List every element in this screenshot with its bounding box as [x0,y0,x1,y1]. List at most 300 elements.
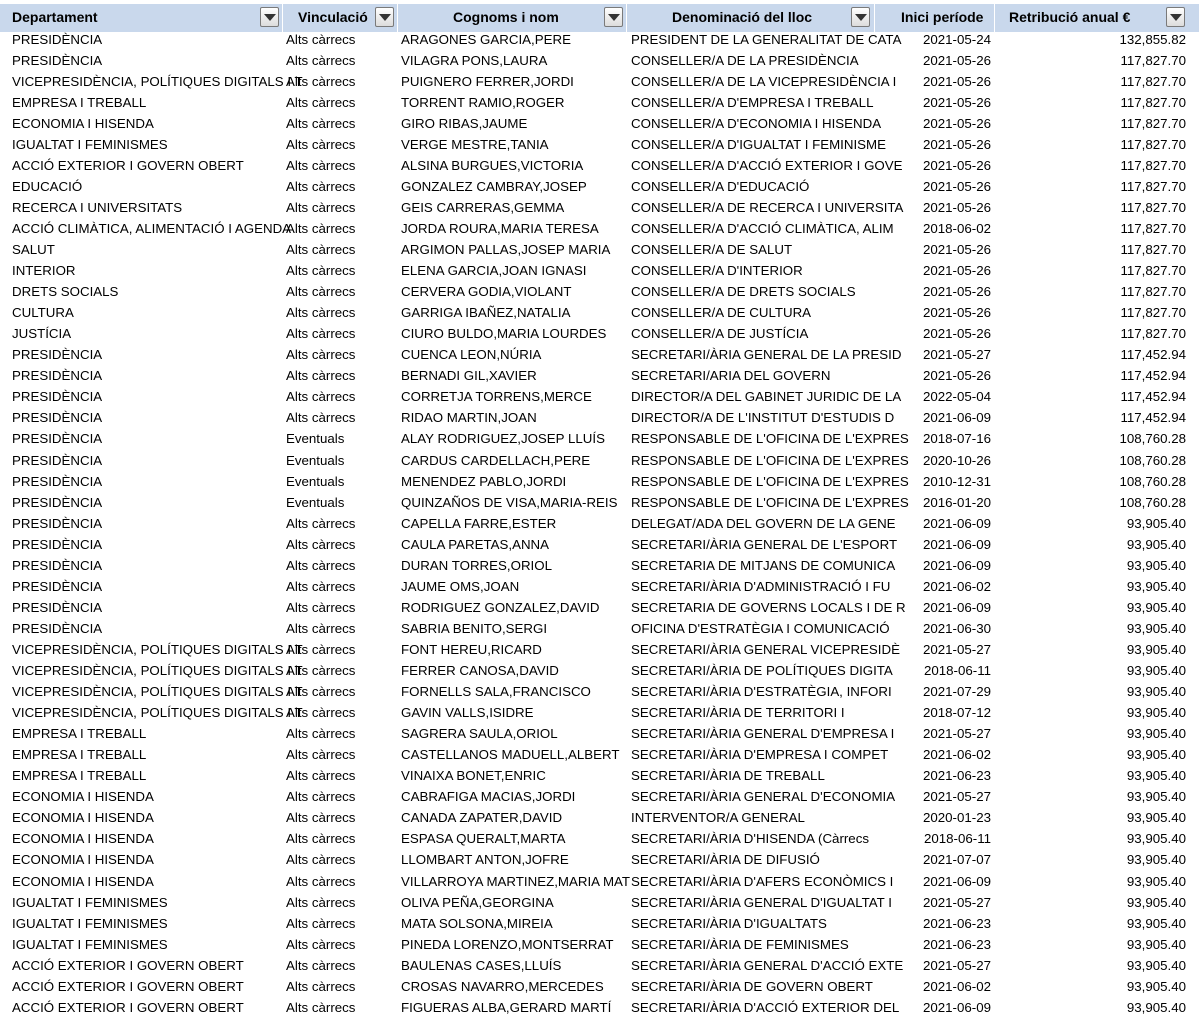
table-row[interactable] [0,913,1200,934]
cognoms-nom-cell[interactable]: FIGUERAS ALBA,GERARD MARTÍ [401,999,612,1015]
cognoms-nom-cell[interactable]: VERGE MESTRE,TANIA [401,136,549,152]
denominacio-cell[interactable]: SECRETARI/ÀRIA D'HISENDA (Càrrecs [631,831,869,847]
departament-cell[interactable]: INTERIOR [12,263,76,279]
denominacio-cell[interactable]: SECRETARI/ÀRIA D'IGUALTATS [631,915,827,931]
inici-periode-cell[interactable]: 2022-05-04 [922,389,991,405]
vinculacio-cell[interactable]: Alts càrrecs [286,220,356,236]
denominacio-cell[interactable]: CONSELLER/A D'EDUCACIÓ [631,178,810,194]
table-row[interactable] [0,534,1200,555]
inici-periode-cell[interactable]: 2021-05-27 [922,957,991,973]
departament-cell[interactable]: PRESIDÈNCIA [12,431,103,447]
vinculacio-cell[interactable]: Alts càrrecs [286,242,356,257]
cognoms-nom-cell[interactable]: FORNELLS SALA,FRANCISCO [401,684,591,700]
table-row[interactable] [0,871,1200,892]
retribucio-cell[interactable]: 93,905.40 [1126,957,1186,973]
vinculacio-cell[interactable]: Alts càrrecs [286,978,356,994]
denominacio-cell[interactable]: CONSELLER/A DE RECERCA I UNIVERSITA [631,199,904,215]
retribucio-cell[interactable]: 117,827.70 [1120,52,1186,68]
inici-periode-cell[interactable]: 2021-05-26 [922,368,991,384]
table-row[interactable] [0,239,1200,260]
departament-cell[interactable]: ACCIÓ EXTERIOR I GOVERN OBERT [12,978,244,994]
retribucio-cell[interactable]: 108,760.28 [1119,431,1186,447]
table-row[interactable] [0,197,1200,218]
vinculacio-cell[interactable]: Alts càrrecs [286,957,356,973]
retribucio-cell[interactable]: 132,855.82 [1119,31,1186,47]
denominacio-cell[interactable]: RESPONSABLE DE L'OFICINA DE L'EXPRES [631,473,909,489]
vinculacio-cell[interactable]: Alts càrrecs [286,641,356,657]
table-row[interactable] [0,702,1200,723]
inici-periode-cell[interactable]: 2018-07-12 [922,705,991,721]
departament-cell[interactable]: PRESIDÈNCIA [12,410,103,426]
cognoms-nom-cell[interactable]: PUIGNERO FERRER,JORDI [401,73,574,89]
inici-periode-cell[interactable]: 2021-05-26 [922,157,991,173]
denominacio-cell[interactable]: CONSELLER/A DE LA PRESIDÈNCIA [631,52,859,68]
departament-cell[interactable]: PRESIDÈNCIA [12,368,103,384]
retribucio-cell[interactable]: 93,905.40 [1126,641,1186,657]
denominacio-cell[interactable]: SECRETARI/ÀRIA D'AFERS ECONÒMICS I [631,873,894,889]
denominacio-cell[interactable]: SECRETARI/ÀRIA DE GOVERN OBERT [631,978,873,994]
table-row[interactable] [0,281,1200,302]
retribucio-cell[interactable]: 117,827.70 [1120,157,1186,173]
vinculacio-cell[interactable]: Alts càrrecs [286,894,356,910]
denominacio-cell[interactable]: CONSELLER/A D'ECONOMIA I HISENDA [631,115,882,131]
retribucio-cell[interactable]: 93,905.40 [1126,747,1186,763]
table-row[interactable] [0,681,1200,702]
retribucio-cell[interactable]: 93,905.40 [1126,515,1186,531]
denominacio-cell[interactable]: DELEGAT/ADA DEL GOVERN DE LA GENE [631,515,896,531]
retribucio-cell[interactable]: 117,452.94 [1120,410,1186,426]
vinculacio-cell[interactable]: Alts càrrecs [286,810,356,826]
cognoms-nom-cell[interactable]: CASTELLANOS MADUELL,ALBERT [401,747,620,763]
table-row[interactable] [0,618,1200,639]
departament-cell[interactable]: EMPRESA I TREBALL [12,94,147,110]
vinculacio-cell[interactable]: Alts càrrecs [286,536,356,552]
cognoms-nom-cell[interactable]: CUENCA LEON,NÚRIA [401,347,542,363]
inici-periode-cell[interactable]: 2021-05-26 [922,136,991,152]
retribucio-cell[interactable]: 117,827.70 [1120,263,1186,279]
table-row[interactable] [0,555,1200,576]
retribucio-cell[interactable]: 93,905.40 [1126,620,1186,636]
cognoms-nom-cell[interactable]: FONT HEREU,RICARD [401,641,542,657]
retribucio-cell[interactable]: 117,827.70 [1120,73,1186,89]
denominacio-cell[interactable]: SECRETARI/ÀRIA D'EMPRESA I COMPET [631,747,889,763]
departament-cell[interactable]: PRESIDÈNCIA [12,452,103,468]
inici-periode-cell[interactable]: 2021-06-09 [922,999,991,1015]
vinculacio-cell[interactable]: Alts càrrecs [286,726,356,742]
departament-cell[interactable]: PRESIDÈNCIA [12,473,103,489]
vinculacio-cell[interactable]: Alts càrrecs [286,705,356,721]
cognoms-nom-cell[interactable]: CAPELLA FARRE,ESTER [401,515,557,531]
retribucio-cell[interactable]: 117,827.70 [1120,242,1186,257]
vinculacio-cell[interactable]: Alts càrrecs [286,389,356,405]
denominacio-cell[interactable]: SECRETARI/ÀRIA D'ACCIÓ EXTERIOR DEL [631,999,900,1015]
denominacio-cell[interactable]: SECRETARI/ÀRIA GENERAL D'IGUALTAT I [631,894,892,910]
cognoms-nom-cell[interactable]: MENENDEZ PABLO,JORDI [401,473,567,489]
cognoms-nom-cell[interactable]: CABRAFIGA MACIAS,JORDI [401,789,576,805]
cognoms-nom-cell[interactable]: DURAN TORRES,ORIOL [401,557,552,573]
table-row[interactable] [0,892,1200,913]
inici-periode-cell[interactable]: 2021-05-27 [922,347,991,363]
cognoms-nom-cell[interactable]: OLIVA PEÑA,GEORGINA [401,894,554,910]
retribucio-cell[interactable]: 117,452.94 [1120,368,1186,384]
retribucio-cell[interactable]: 117,827.70 [1120,305,1186,321]
vinculacio-cell[interactable]: Alts càrrecs [286,284,356,300]
departament-cell[interactable]: RECERCA I UNIVERSITATS [12,199,183,215]
retribucio-cell[interactable]: 117,827.70 [1120,326,1186,342]
cognoms-nom-cell[interactable]: CAULA PARETAS,ANNA [401,536,550,552]
vinculacio-cell[interactable]: Eventuals [286,494,345,510]
table-row[interactable] [0,471,1200,492]
vinculacio-cell[interactable]: Alts càrrecs [286,347,356,363]
inici-periode-cell[interactable]: 2021-06-09 [922,536,991,552]
departament-cell[interactable]: ECONOMIA I HISENDA [12,115,154,131]
vinculacio-cell[interactable]: Alts càrrecs [286,663,356,678]
departament-cell[interactable]: ACCIÓ EXTERIOR I GOVERN OBERT [12,957,244,973]
table-row[interactable] [0,744,1200,765]
denominacio-cell[interactable]: CONSELLER/A D'IGUALTAT I FEMINISME [631,136,886,152]
departament-cell[interactable]: ECONOMIA I HISENDA [12,789,154,805]
table-row[interactable] [0,639,1200,660]
retribucio-cell[interactable]: 93,905.40 [1126,873,1186,889]
retribucio-cell[interactable]: 93,905.40 [1126,578,1186,594]
denominacio-cell[interactable]: CONSELLER/A DE DRETS SOCIALS [631,284,856,300]
retribucio-cell[interactable]: 117,827.70 [1120,94,1186,110]
departament-cell[interactable]: VICEPRESIDÈNCIA, POLÍTIQUES DIGITALS I T [12,684,303,700]
vinculacio-cell[interactable]: Alts càrrecs [286,263,356,279]
retribucio-cell[interactable]: 93,905.40 [1126,978,1186,994]
departament-cell[interactable]: IGUALTAT I FEMINISMES [12,915,168,931]
vinculacio-cell[interactable]: Alts càrrecs [286,326,356,342]
denominacio-cell[interactable]: SECRETARIA DE GOVERNS LOCALS I DE R [631,599,906,615]
denominacio-cell[interactable]: SECRETARI/ÀRIA DE POLÍTIQUES DIGITA [631,663,893,678]
vinculacio-cell[interactable]: Alts càrrecs [286,599,356,615]
table-row[interactable] [0,513,1200,534]
denominacio-cell[interactable]: CONSELLER/A DE JUSTÍCIA [631,326,809,342]
cognoms-nom-cell[interactable]: JORDA ROURA,MARIA TERESA [401,220,599,236]
retribucio-cell[interactable]: 93,905.40 [1126,705,1186,721]
inici-periode-cell[interactable]: 2021-05-26 [922,52,991,68]
cognoms-nom-cell[interactable]: VINAIXA BONET,ENRIC [401,768,546,784]
table-row[interactable] [0,492,1200,513]
denominacio-cell[interactable]: RESPONSABLE DE L'OFICINA DE L'EXPRES [631,494,909,510]
inici-periode-cell[interactable]: 2021-05-26 [922,115,991,131]
inici-periode-cell[interactable]: 2021-06-09 [922,515,991,531]
departament-cell[interactable]: PRESIDÈNCIA [12,599,103,615]
table-row[interactable] [0,260,1200,281]
table-row[interactable] [0,723,1200,744]
vinculacio-cell[interactable]: Alts càrrecs [286,620,356,636]
denominacio-cell[interactable]: SECRETARI/ÀRIA GENERAL DE L'ESPORT [631,536,898,552]
table-row[interactable] [0,428,1200,449]
inici-periode-cell[interactable]: 2021-06-23 [922,936,991,952]
filter-dropdown-icon[interactable] [1166,7,1185,27]
retribucio-cell[interactable]: 117,827.70 [1120,136,1186,152]
cognoms-nom-cell[interactable]: MATA SOLSONA,MIREIA [401,915,553,931]
departament-cell[interactable]: SALUT [12,242,55,257]
departament-cell[interactable]: VICEPRESIDÈNCIA, POLÍTIQUES DIGITALS I T [12,641,303,657]
inici-periode-cell[interactable]: 2021-06-30 [922,620,991,636]
inici-periode-cell[interactable]: 2021-07-07 [922,852,991,868]
filter-dropdown-icon[interactable] [851,7,870,27]
departament-cell[interactable]: ACCIÓ EXTERIOR I GOVERN OBERT [12,157,244,173]
inici-periode-cell[interactable]: 2021-05-26 [922,73,991,89]
departament-cell[interactable]: PRESIDÈNCIA [12,52,103,68]
retribucio-cell[interactable]: 108,760.28 [1119,452,1186,468]
retribucio-cell[interactable]: 117,827.70 [1120,178,1186,194]
retribucio-cell[interactable]: 93,905.40 [1126,810,1186,826]
cognoms-nom-cell[interactable]: CERVERA GODIA,VIOLANT [401,284,572,300]
denominacio-cell[interactable]: SECRETARI/ÀRIA D'ADMINISTRACIÓ I FU [631,578,891,594]
vinculacio-cell[interactable]: Alts càrrecs [286,789,356,805]
table-row[interactable] [0,597,1200,618]
departament-cell[interactable]: ECONOMIA I HISENDA [12,852,154,868]
vinculacio-cell[interactable]: Alts càrrecs [286,305,356,321]
inici-periode-cell[interactable]: 2018-06-11 [923,663,991,678]
denominacio-cell[interactable]: SECRETARI/ÀRIA GENERAL D'ACCIÓ EXTE [631,957,904,973]
denominacio-cell[interactable]: RESPONSABLE DE L'OFICINA DE L'EXPRES [631,452,909,468]
departament-cell[interactable]: PRESIDÈNCIA [12,31,103,47]
cognoms-nom-cell[interactable]: VILLARROYA MARTINEZ,MARIA MAT [401,873,631,889]
vinculacio-cell[interactable]: Alts càrrecs [286,136,356,152]
vinculacio-cell[interactable]: Alts càrrecs [286,873,356,889]
vinculacio-cell[interactable]: Alts càrrecs [286,31,356,47]
vinculacio-cell[interactable]: Alts càrrecs [286,157,356,173]
departament-cell[interactable]: EMPRESA I TREBALL [12,726,147,742]
retribucio-cell[interactable]: 93,905.40 [1126,663,1186,678]
cognoms-nom-cell[interactable]: SABRIA BENITO,SERGI [401,620,548,636]
departament-cell[interactable]: ACCIÓ CLIMÀTICA, ALIMENTACIÓ I AGENDA [12,220,292,236]
denominacio-cell[interactable]: SECRETARI/ÀRIA GENERAL DE LA PRESID [631,347,902,363]
table-row[interactable] [0,176,1200,197]
departament-cell[interactable]: IGUALTAT I FEMINISMES [12,894,168,910]
retribucio-cell[interactable]: 93,905.40 [1126,768,1186,784]
filter-dropdown-icon[interactable] [604,7,623,27]
retribucio-cell[interactable]: 108,760.28 [1119,494,1186,510]
inici-periode-cell[interactable]: 2021-05-26 [922,326,991,342]
cognoms-nom-cell[interactable]: ELENA GARCIA,JOAN IGNASI [401,263,587,279]
cognoms-nom-cell[interactable]: QUINZAÑOS DE VISA,MARIA-REIS [401,494,618,510]
cognoms-nom-cell[interactable]: JAUME OMS,JOAN [401,578,520,594]
table-row[interactable] [0,450,1200,471]
departament-cell[interactable]: DRETS SOCIALS [12,284,119,300]
cognoms-nom-cell[interactable]: PINEDA LORENZO,MONTSERRAT [401,936,614,952]
departament-cell[interactable]: PRESIDÈNCIA [12,578,103,594]
retribucio-cell[interactable]: 93,905.40 [1126,831,1186,847]
vinculacio-cell[interactable]: Alts càrrecs [286,747,356,763]
inici-periode-cell[interactable]: 2018-06-11 [923,831,991,847]
denominacio-cell[interactable]: PRESIDENT DE LA GENERALITAT DE CATA [631,31,902,47]
retribucio-cell[interactable]: 93,905.40 [1126,852,1186,868]
cognoms-nom-cell[interactable]: GAVIN VALLS,ISIDRE [401,705,534,721]
table-row[interactable] [0,807,1200,828]
denominacio-cell[interactable]: DIRECTOR/A DEL GABINET JURIDIC DE LA [631,389,902,405]
retribucio-cell[interactable]: 117,827.70 [1120,284,1186,300]
cognoms-nom-cell[interactable]: TORRENT RAMIO,ROGER [401,94,565,110]
inici-periode-cell[interactable]: 2021-05-26 [922,242,991,257]
departament-cell[interactable]: EDUCACIÓ [12,178,83,194]
departament-cell[interactable]: PRESIDÈNCIA [12,515,103,531]
departament-cell[interactable]: PRESIDÈNCIA [12,389,103,405]
cognoms-nom-cell[interactable]: CORRETJA TORRENS,MERCE [401,389,592,405]
denominacio-cell[interactable]: SECRETARIA DE MITJANS DE COMUNICA [631,557,896,573]
inici-periode-cell[interactable]: 2018-06-02 [922,220,991,236]
vinculacio-cell[interactable]: Alts càrrecs [286,115,356,131]
departament-cell[interactable]: IGUALTAT I FEMINISMES [12,936,168,952]
vinculacio-cell[interactable]: Eventuals [286,452,345,468]
cognoms-nom-cell[interactable]: BAULENAS CASES,LLUÍS [401,957,562,973]
inici-periode-cell[interactable]: 2021-06-02 [922,747,991,763]
denominacio-cell[interactable]: OFICINA D'ESTRATÈGIA I COMUNICACIÓ [631,620,890,636]
denominacio-cell[interactable]: CONSELLER/A D'INTERIOR [631,263,803,279]
inici-periode-cell[interactable]: 2021-06-23 [922,915,991,931]
inici-periode-cell[interactable]: 2021-05-26 [922,263,991,279]
vinculacio-cell[interactable]: Alts càrrecs [286,578,356,594]
denominacio-cell[interactable]: SECRETARI/ÀRIA DE DIFUSIÓ [631,852,820,868]
vinculacio-cell[interactable]: Alts càrrecs [286,368,356,384]
vinculacio-cell[interactable]: Alts càrrecs [286,915,356,931]
vinculacio-cell[interactable]: Alts càrrecs [286,852,356,868]
table-row[interactable] [0,997,1200,1018]
cognoms-nom-cell[interactable]: ALSINA BURGUES,VICTORIA [401,157,584,173]
departament-cell[interactable]: ECONOMIA I HISENDA [12,810,154,826]
denominacio-cell[interactable]: CONSELLER/A DE LA VICEPRESIDÈNCIA I [631,73,897,89]
inici-periode-cell[interactable]: 2021-05-26 [922,178,991,194]
retribucio-cell[interactable]: 93,905.40 [1126,726,1186,742]
inici-periode-cell[interactable]: 2021-06-02 [922,578,991,594]
cognoms-nom-cell[interactable]: GIRO RIBAS,JAUME [401,115,528,131]
vinculacio-cell[interactable]: Alts càrrecs [286,410,356,426]
table-row[interactable] [0,113,1200,134]
inici-periode-cell[interactable]: 2010-12-31 [922,473,991,489]
departament-cell[interactable]: PRESIDÈNCIA [12,347,103,363]
vinculacio-cell[interactable]: Alts càrrecs [286,768,356,784]
departament-cell[interactable]: VICEPRESIDÈNCIA, POLÍTIQUES DIGITALS I T [12,705,303,721]
cognoms-nom-cell[interactable]: VILAGRA PONS,LAURA [401,52,548,68]
table-row[interactable] [0,134,1200,155]
departament-cell[interactable]: JUSTÍCIA [12,326,72,342]
denominacio-cell[interactable]: CONSELLER/A D'ACCIÓ EXTERIOR I GOVE [631,157,903,173]
table-row[interactable] [0,765,1200,786]
table-row[interactable] [0,155,1200,176]
retribucio-cell[interactable]: 117,452.94 [1120,389,1186,405]
vinculacio-cell[interactable]: Alts càrrecs [286,557,356,573]
table-row[interactable] [0,407,1200,428]
denominacio-cell[interactable]: CONSELLER/A DE SALUT [631,242,793,257]
table-row[interactable] [0,955,1200,976]
departament-cell[interactable]: ECONOMIA I HISENDA [12,873,154,889]
retribucio-cell[interactable]: 117,827.70 [1120,115,1186,131]
cognoms-nom-cell[interactable]: GONZALEZ CAMBRAY,JOSEP [401,178,587,194]
departament-cell[interactable]: PRESIDÈNCIA [12,494,103,510]
table-row[interactable] [0,786,1200,807]
inici-periode-cell[interactable]: 2021-05-26 [922,305,991,321]
vinculacio-cell[interactable]: Alts càrrecs [286,52,356,68]
cognoms-nom-cell[interactable]: FERRER CANOSA,DAVID [401,663,559,678]
vinculacio-cell[interactable]: Alts càrrecs [286,94,356,110]
inici-periode-cell[interactable]: 2021-05-27 [922,726,991,742]
inici-periode-cell[interactable]: 2018-07-16 [922,431,991,447]
table-row[interactable] [0,934,1200,955]
table-row[interactable] [0,576,1200,597]
inici-periode-cell[interactable]: 2016-01-20 [922,494,991,510]
inici-periode-cell[interactable]: 2021-05-26 [922,199,991,215]
cognoms-nom-cell[interactable]: GEIS CARRERAS,GEMMA [401,199,565,215]
inici-periode-cell[interactable]: 2021-05-27 [922,641,991,657]
denominacio-cell[interactable]: SECRETARI/ÀRIA GENERAL D'EMPRESA I [631,726,895,742]
denominacio-cell[interactable]: SECRETARI/ÀRIA DE TERRITORI I [631,705,845,721]
cognoms-nom-cell[interactable]: BERNADI GIL,XAVIER [401,368,537,384]
table-row[interactable] [0,29,1200,50]
departament-cell[interactable]: CULTURA [12,305,74,321]
inici-periode-cell[interactable]: 2020-10-26 [922,452,991,468]
retribucio-cell[interactable]: 117,452.94 [1120,347,1186,363]
table-row[interactable] [0,365,1200,386]
denominacio-cell[interactable]: SECRETARI/ÀRIA DE TREBALL [631,768,825,784]
departament-cell[interactable]: VICEPRESIDÈNCIA, POLÍTIQUES DIGITALS I T [12,73,303,89]
vinculacio-cell[interactable]: Alts càrrecs [286,178,356,194]
retribucio-cell[interactable]: 93,905.40 [1126,894,1186,910]
inici-periode-cell[interactable]: 2021-07-29 [922,684,991,700]
denominacio-cell[interactable]: SECRETARI/ÀRIA D'ESTRATÈGIA, INFORI [631,684,892,700]
vinculacio-cell[interactable]: Alts càrrecs [286,999,356,1015]
vinculacio-cell[interactable]: Alts càrrecs [286,936,356,952]
table-row[interactable] [0,323,1200,344]
inici-periode-cell[interactable]: 2021-05-26 [922,284,991,300]
vinculacio-cell[interactable]: Eventuals [286,473,345,489]
inici-periode-cell[interactable]: 2021-05-27 [922,789,991,805]
cognoms-nom-cell[interactable]: CIURO BULDO,MARIA LOURDES [401,326,607,342]
inici-periode-cell[interactable]: 2021-05-24 [922,31,991,47]
cognoms-nom-cell[interactable]: ESPASA QUERALT,MARTA [401,831,566,847]
table-row[interactable] [0,71,1200,92]
vinculacio-cell[interactable]: Alts càrrecs [286,515,356,531]
departament-cell[interactable]: PRESIDÈNCIA [12,557,103,573]
departament-cell[interactable]: EMPRESA I TREBALL [12,747,147,763]
vinculacio-cell[interactable]: Eventuals [286,431,345,447]
inici-periode-cell[interactable]: 2021-05-27 [922,894,991,910]
retribucio-cell[interactable]: 93,905.40 [1126,557,1186,573]
cognoms-nom-cell[interactable]: CANADA ZAPATER,DAVID [401,810,563,826]
retribucio-cell[interactable]: 93,905.40 [1126,915,1186,931]
cognoms-nom-cell[interactable]: SAGRERA SAULA,ORIOL [401,726,558,742]
cognoms-nom-cell[interactable]: CROSAS NAVARRO,MERCEDES [401,978,604,994]
table-row[interactable] [0,828,1200,849]
retribucio-cell[interactable]: 117,827.70 [1120,220,1186,236]
cognoms-nom-cell[interactable]: ARGIMON PALLAS,JOSEP MARIA [401,242,611,257]
retribucio-cell[interactable]: 108,760.28 [1119,473,1186,489]
departament-cell[interactable]: VICEPRESIDÈNCIA, POLÍTIQUES DIGITALS I T [12,663,303,678]
table-row[interactable] [0,302,1200,323]
retribucio-cell[interactable]: 93,905.40 [1126,789,1186,805]
inici-periode-cell[interactable]: 2021-06-09 [922,873,991,889]
denominacio-cell[interactable]: CONSELLER/A D'EMPRESA I TREBALL [631,94,874,110]
cognoms-nom-cell[interactable]: ALAY RODRIGUEZ,JOSEP LLUÍS [401,431,605,447]
departament-cell[interactable]: ECONOMIA I HISENDA [12,831,154,847]
filter-dropdown-icon[interactable] [375,7,394,27]
departament-cell[interactable]: PRESIDÈNCIA [12,620,103,636]
departament-cell[interactable]: PRESIDÈNCIA [12,536,103,552]
denominacio-cell[interactable]: CONSELLER/A DE CULTURA [631,305,812,321]
retribucio-cell[interactable]: 93,905.40 [1126,684,1186,700]
inici-periode-cell[interactable]: 2021-06-02 [922,978,991,994]
inici-periode-cell[interactable]: 2021-06-09 [922,557,991,573]
cognoms-nom-cell[interactable]: ARAGONES GARCIA,PERE [401,31,571,47]
table-row[interactable] [0,92,1200,113]
denominacio-cell[interactable]: SECRETARI/ÀRIA GENERAL D'ECONOMIA [631,789,896,805]
filter-dropdown-icon[interactable] [260,7,279,27]
denominacio-cell[interactable]: SECRETARI/ÀRIA GENERAL VICEPRESIDÈ [631,641,900,657]
table-row[interactable] [0,849,1200,870]
